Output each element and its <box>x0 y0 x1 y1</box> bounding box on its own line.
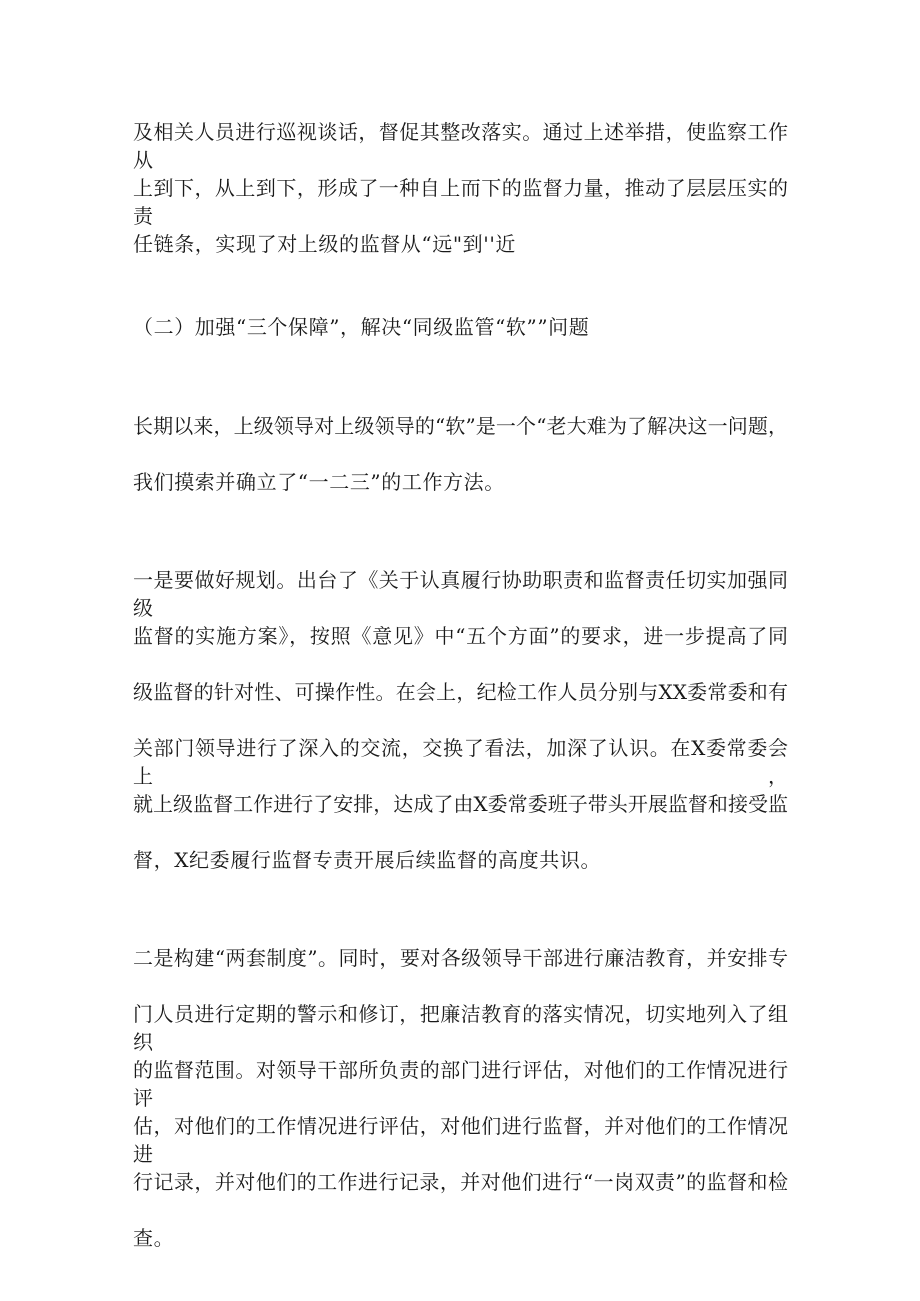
paragraph-line: 行记录，并对他们的工作进行记录，并对他们进行“一岗双责”的监督和检 <box>133 1170 788 1194</box>
paragraph-line: 级监督的针对性、可操作性。在会上，纪检工作人员分别与XX委常委和有 <box>133 680 788 704</box>
paragraph-line: 查。 <box>133 1226 175 1250</box>
paragraph-line: 及相关人员进行巡视谈话，督促其整改落实。通过上述举措，使监察工作从 <box>133 120 788 172</box>
paragraph-line: 监督的实施方案》，按照《意见》中“五个方面”的要求，进一步提高了同 <box>133 624 788 648</box>
paragraph-line: 督，X纪委履行监督专责开展后续监督的高度共识。 <box>133 848 602 872</box>
paragraph-line: 上到下，从上到下，形成了一种自上而下的监督力量，推动了层层压实的责 <box>133 176 788 228</box>
paragraph-line: 二是构建“两套制度”。同时，要对各级领导干部进行廉洁教育，并安排专 <box>133 946 788 970</box>
paragraph-line: 就上级监督工作进行了安排，达成了由X委常委班子带头开展监督和接受监 <box>133 792 788 816</box>
section-heading: （二）加强“三个保障”，解决“同级监管“软””问题 <box>133 315 590 339</box>
paragraph-line: 一是要做好规划。出台了《关于认真履行协助职责和监督责任切实加强同级 <box>133 568 788 620</box>
paragraph-line: 关部门领导进行了深入的交流，交换了看法，加深了认识。在X委常委会上， <box>133 736 788 788</box>
paragraph-line: 的监督范围。对领导干部所负责的部门进行评估，对他们的工作情况进行评 <box>133 1058 788 1110</box>
paragraph-line: 长期以来，上级领导对上级领导的“软”是一个“老大难为了解决这一问题， <box>133 414 788 438</box>
paragraph-line: 任链条，实现了对上级的监督从“远"到''近 <box>133 232 517 256</box>
paragraph-line: 门人员进行定期的警示和修订，把廉洁教育的落实情况，切实地列入了组织 <box>133 1002 788 1054</box>
paragraph-line: 我们摸索并确立了“一二三”的工作方法。 <box>133 470 505 494</box>
paragraph-line: 估，对他们的工作情况进行评估，对他们进行监督，并对他们的工作情况进 <box>133 1114 788 1166</box>
